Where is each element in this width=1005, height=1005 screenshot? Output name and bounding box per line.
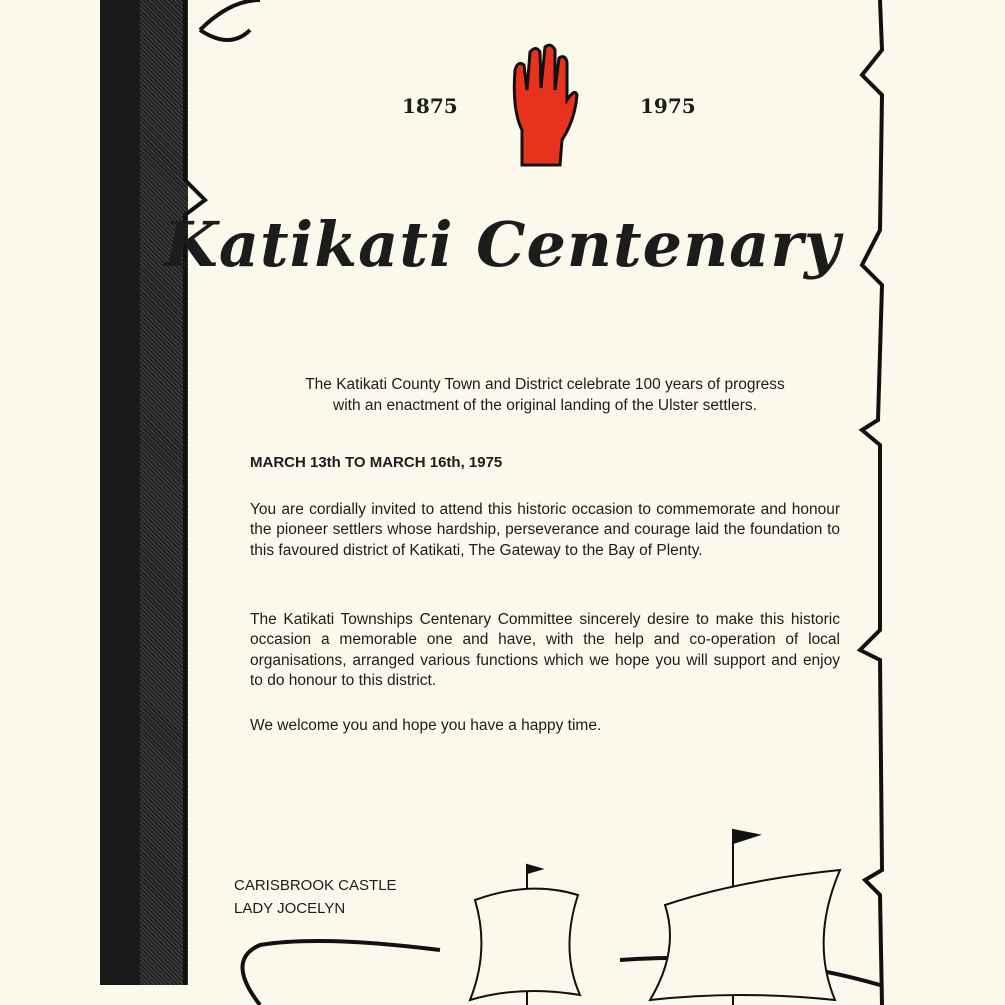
page-title: Katikati Centenary	[163, 208, 842, 281]
intro-line-1: The Katikati County Town and District celebrate 100 years of progress	[305, 376, 785, 393]
committee-paragraph: The Katikati Townships Centenary Committee sincerely desire to make this historic occasion a memorable one and have, with the help and co-operation of local organisations, arranged various functions which we hope you will support and enjoy to do honour to this district.	[250, 611, 840, 689]
year-end: 1975	[640, 94, 696, 118]
event-dates: MARCH 13th TO MARCH 16th, 1975	[250, 454, 503, 471]
year-start: 1875	[402, 94, 458, 118]
ship-right	[650, 830, 840, 1005]
closing-line: We welcome you and hope you have a happy time.	[250, 717, 602, 734]
ship-label-1: CARISBROOK CASTLE	[234, 877, 397, 894]
ship-label-2: LADY JOCELYN	[234, 900, 346, 917]
intro-line-2: with an enactment of the original landing of the Ulster settlers.	[333, 397, 757, 414]
red-hand-of-ulster-icon	[514, 45, 577, 165]
invitation-paragraph: You are cordially invited to attend this historic occasion to commemorate and honour the pioneer settlers whose hardship, perseverance and courage laid the foundation to this favoured district of Katikati, The Gateway to the Bay of Plenty.	[250, 501, 840, 559]
ship-left	[470, 865, 580, 1005]
